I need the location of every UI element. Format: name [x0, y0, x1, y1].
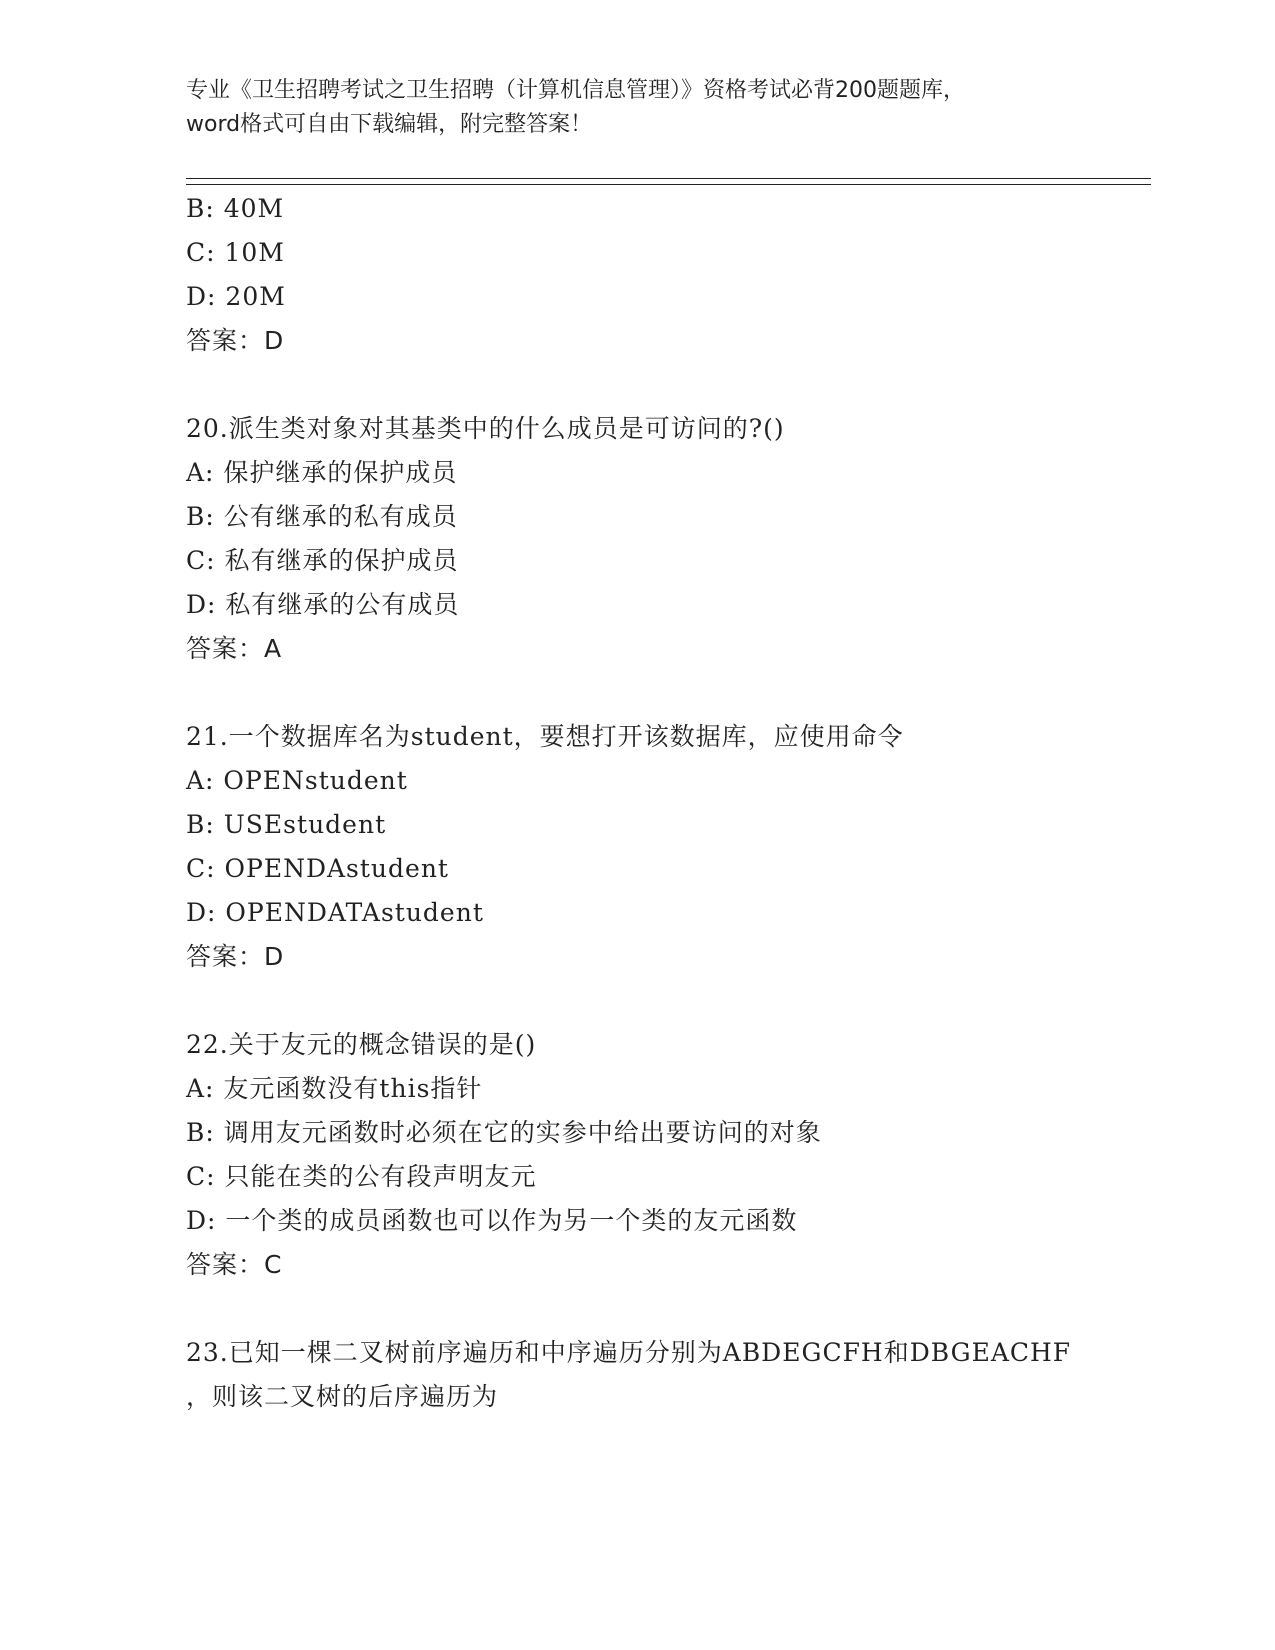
- q20-option-d: D: 私有继承的公有成员: [186, 590, 460, 619]
- q21-question: 21.一个数据库名为student，要想打开该数据库，应使用命令: [186, 722, 904, 751]
- q20-option-a: A: 保护继承的保护成员: [186, 458, 458, 487]
- q22-option-d: D: 一个类的成员函数也可以作为另一个类的友元函数: [186, 1206, 798, 1235]
- q22-option-b: B: 调用友元函数时必须在它的实参中给出要访问的对象: [186, 1118, 822, 1147]
- q23-question-line-1: 23.已知一棵二叉树前序遍历和中序遍历分别为ABDEGCFH和DBGEACHF: [186, 1338, 1072, 1367]
- prev-option-d: D: 20M: [186, 282, 286, 311]
- q20-question: 20.派生类对象对其基类中的什么成员是可访问的?(): [186, 414, 785, 443]
- prev-answer: 答案：D: [186, 326, 285, 355]
- prev-option-b: B: 40M: [186, 194, 285, 223]
- q22-question: 22.关于友元的概念错误的是(): [186, 1030, 537, 1059]
- q23-question-line-2: ，则该二叉树的后序遍历为: [186, 1382, 499, 1411]
- header-line-2: word格式可自由下载编辑，附完整答案！: [186, 112, 593, 137]
- prev-option-c: C: 10M: [186, 238, 285, 267]
- q20-option-c: C: 私有继承的保护成员: [186, 546, 459, 575]
- q21-option-b: B: USEstudent: [186, 810, 387, 839]
- header-line-1: 专业《卫生招聘考试之卫生招聘（计算机信息管理）》资格考试必背200题题库，: [186, 78, 965, 103]
- q22-answer: 答案：C: [186, 1250, 283, 1279]
- header-divider-top: [186, 178, 1151, 179]
- header-divider-bottom: [186, 184, 1151, 185]
- q20-answer: 答案：A: [186, 634, 283, 663]
- q21-answer: 答案：D: [186, 942, 285, 971]
- q21-option-c: C: OPENDAstudent: [186, 854, 449, 883]
- q21-option-a: A: OPENstudent: [186, 766, 408, 795]
- q20-option-b: B: 公有继承的私有成员: [186, 502, 458, 531]
- q22-option-a: A: 友元函数没有this指针: [186, 1074, 483, 1103]
- q22-option-c: C: 只能在类的公有段声明友元: [186, 1162, 537, 1191]
- q21-option-d: D: OPENDATAstudent: [186, 898, 484, 927]
- document-header: [186, 74, 1086, 142]
